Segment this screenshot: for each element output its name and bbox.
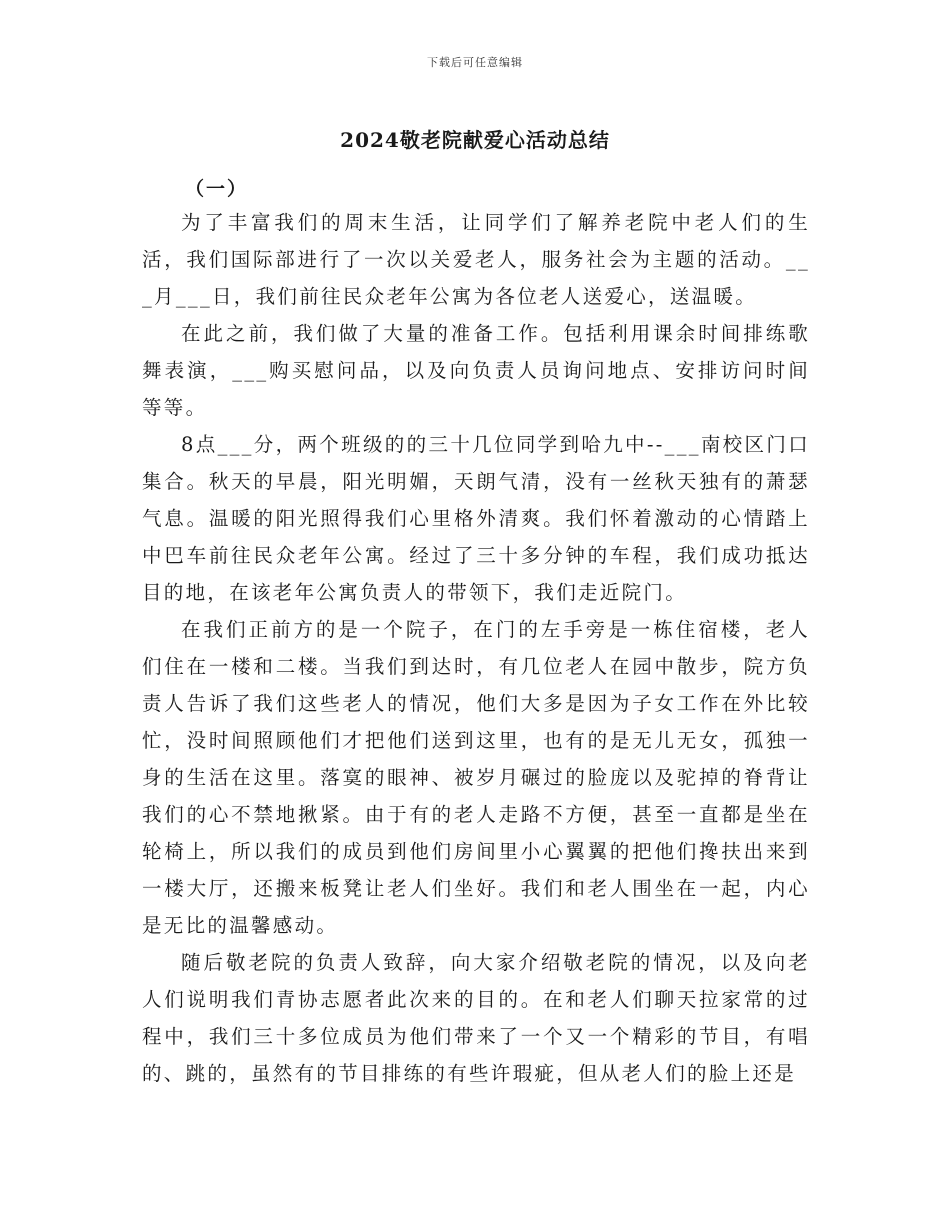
paragraph-5: 随后敬老院的负责人致辞，向大家介绍敬老院的情况，以及向老人们说明我们青协志愿者此次来的目的。在和老人们聊天拉家常的过程中，我们三十多位成员为他们带来了一个又一个精彩的节目，有唱的、跳的，虽然有的节目排练的有些许瑕疵，但从老人们的脸上还是 bbox=[142, 951, 810, 1085]
paragraph-3: 8点___分，两个班级的的三十几位同学到哈九中--___南校区门口集合。秋天的早晨，阳光明媚，天朗气清，没有一丝秋天独有的萧瑟气息。温暖的阳光照得我们心里格外清爽。我们怀着激动的心情踏上中巴车前往民众老年公寓。经过了三十多分钟的车程，我们成功抵达目的地，在该老年公寓负责人的带领下，我们走近院门。 bbox=[142, 433, 810, 604]
header-note: 下载后可任意编辑 bbox=[427, 56, 523, 69]
document-body bbox=[142, 204, 810, 1092]
section-label: （一） bbox=[185, 178, 249, 200]
paragraph-2: 在此之前，我们做了大量的准备工作。包括利用课余时间排练歌舞表演，___购买慰问品，以及向负责人员询问地点、安排访问时间等等。 bbox=[142, 322, 810, 419]
paragraph-1: 为了丰富我们的周末生活，让同学们了解养老院中老人们的生活，我们国际部进行了一次以关爱老人，服务社会为主题的活动。___月___日，我们前往民众老年公寓为各位老人送爱心，送温暖。 bbox=[142, 211, 810, 308]
paragraph-4: 在我们正前方的是一个院子，在门的左手旁是一栋住宿楼，老人们住在一楼和二楼。当我们到达时，有几位老人在园中散步，院方负责人告诉了我们这些老人的情况，他们大多是因为子女工作在外比较忙，没时间照顾他们才把他们送到这里，也有的是无儿无女，孤独一身的生活在这里。落寞的眼神、被岁月碾过的脸庞以及驼掉的脊背让我们的心不禁地揪紧。由于有的老人走路不方便，甚至一直都是坐在轮椅上，所以我们的成员到他们房间里小心翼翼的把他们搀扶出来到一楼大厅，还搬来板凳让老人们坐好。我们和老人围坐在一起，内心是无比的温馨感动。 bbox=[142, 618, 810, 937]
document-title: 2024敬老院献爱心活动总结 bbox=[340, 128, 610, 152]
